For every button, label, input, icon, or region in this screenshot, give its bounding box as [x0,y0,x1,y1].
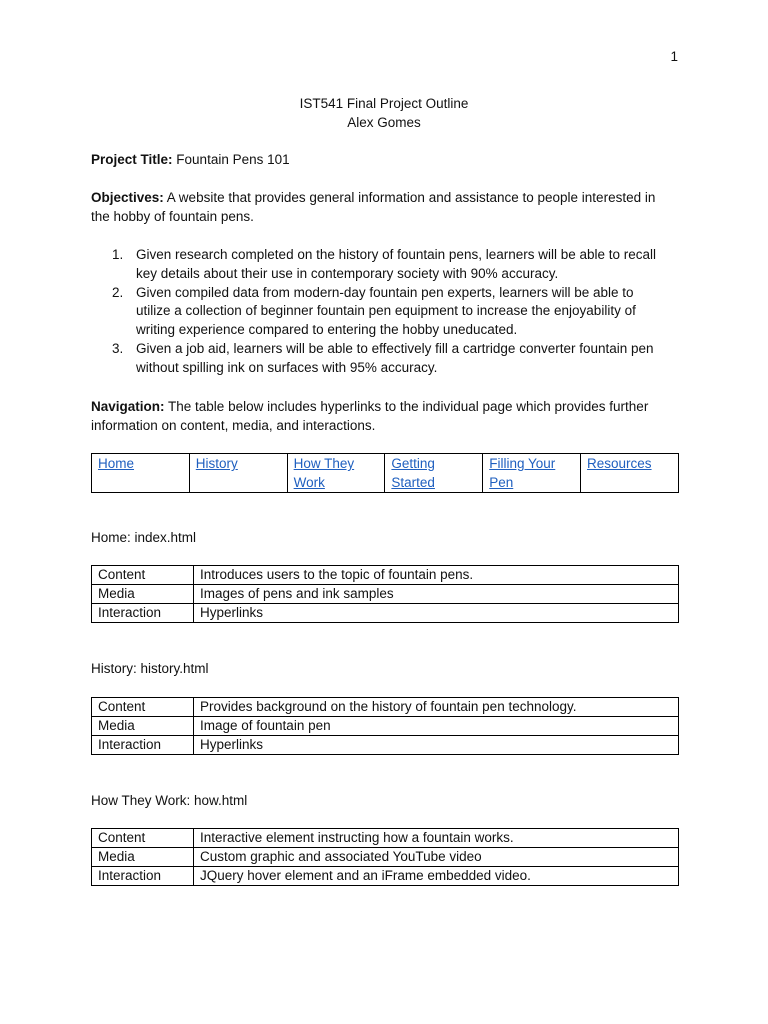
table-key: Content [92,698,194,717]
table-value: Hyperlinks [194,604,679,623]
table-value: Provides background on the history of fountain pen technology. [194,698,679,717]
table-key: Media [92,585,194,604]
section-title-history: History: history.html [91,661,209,676]
home-info-table [91,565,679,623]
nav-cell-how-they-work [287,454,385,493]
table-value: Hyperlinks [194,736,679,755]
navigation-intro [91,397,678,416]
objective-item [91,284,681,340]
table-value: Custom graphic and associated YouTube video [194,848,679,867]
table-value: JQuery hover element and an iFrame embedded video. [194,867,679,886]
table-key: Media [92,848,194,867]
table-value: Interactive element instructing how a fountain works. [194,829,679,848]
table-key: Interaction [92,604,194,623]
nav-cell-getting-started [385,454,483,493]
table-value: Introduces users to the topic of fountain pens. [194,566,679,585]
navigation-text-line2: information on content, media, and interactions. [91,418,376,433]
table-row [92,566,679,585]
nav-cell-history [189,454,287,493]
document-header [90,94,678,132]
how-they-work-info-table [91,828,679,886]
objectives-intro-line1: A website that provides general information and assistance to people interested in [166,190,656,205]
objective-line: Given a job aid, learners will be able to effectively fill a cartridge converter fountain pen [136,340,654,356]
section-title-home: Home: index.html [91,530,197,545]
author-name: Alex Gomes [347,115,421,130]
objective-line: Given compiled data from modern-day fountain pen experts, learners will be able to [136,284,634,300]
history-info-table [91,697,679,755]
table-key: Interaction [92,867,194,886]
table-value: Images of pens and ink samples [194,585,679,604]
project-title [91,150,678,169]
nav-link-getting-started[interactable]: Getting Started [391,456,435,490]
course-title: IST541 Final Project Outline [299,96,469,111]
objective-item [91,340,681,378]
table-row [92,717,679,736]
navigation-label: Navigation: [91,399,165,414]
nav-link-home[interactable]: Home [98,456,135,471]
page-number: 1 [670,49,678,64]
objective-line: Given research completed on the history of fountain pens, learners will be able to recall [136,247,657,262]
objective-line: utilize a collection of beginner fountain pen equipment to increase the enjoyability of [136,303,636,319]
objectives-list [91,246,681,378]
nav-cell-home [92,454,190,493]
objective-number: 2. [112,284,124,300]
objective-line: without spilling ink on surfaces with 95% accuracy. [136,359,438,375]
table-value: Image of fountain pen [194,717,679,736]
nav-cell-resources [581,454,679,493]
objective-number: 1. [112,247,124,262]
table-key: Media [92,717,194,736]
table-row [92,848,679,867]
project-title-value: Fountain Pens 101 [176,152,290,167]
objectives-intro-line2: the hobby of fountain pens. [91,209,254,224]
objective-number: 3. [112,340,124,356]
table-key: Content [92,566,194,585]
project-title-label: Project Title: [91,152,173,167]
objectives-intro [91,188,678,207]
nav-link-how-they-work[interactable]: How They Work [293,456,355,490]
objective-line: writing experience compared to entering the hobby uneducated. [136,322,518,338]
navigation-text-line1: The table below includes hyperlinks to the individual page which provides further [168,399,649,414]
table-row [92,585,679,604]
nav-link-filling-your-pen[interactable]: Filling Your Pen [489,456,556,490]
objective-item [91,246,681,284]
table-row [92,698,679,717]
table-key: Content [92,829,194,848]
section-title-how-they-work: How They Work: how.html [91,793,248,808]
table-key: Interaction [92,736,194,755]
nav-link-resources[interactable]: Resources [587,456,652,471]
table-row [92,829,679,848]
objectives-label: Objectives: [91,190,164,205]
objective-line: key details about their use in contemporary society with 90% accuracy. [136,265,559,281]
nav-cell-filling-your-pen [483,454,581,493]
navigation-row [92,454,679,493]
nav-link-history[interactable]: History [195,456,238,471]
table-row [92,867,679,886]
navigation-table [91,453,679,493]
table-row [92,604,679,623]
table-row [92,736,679,755]
